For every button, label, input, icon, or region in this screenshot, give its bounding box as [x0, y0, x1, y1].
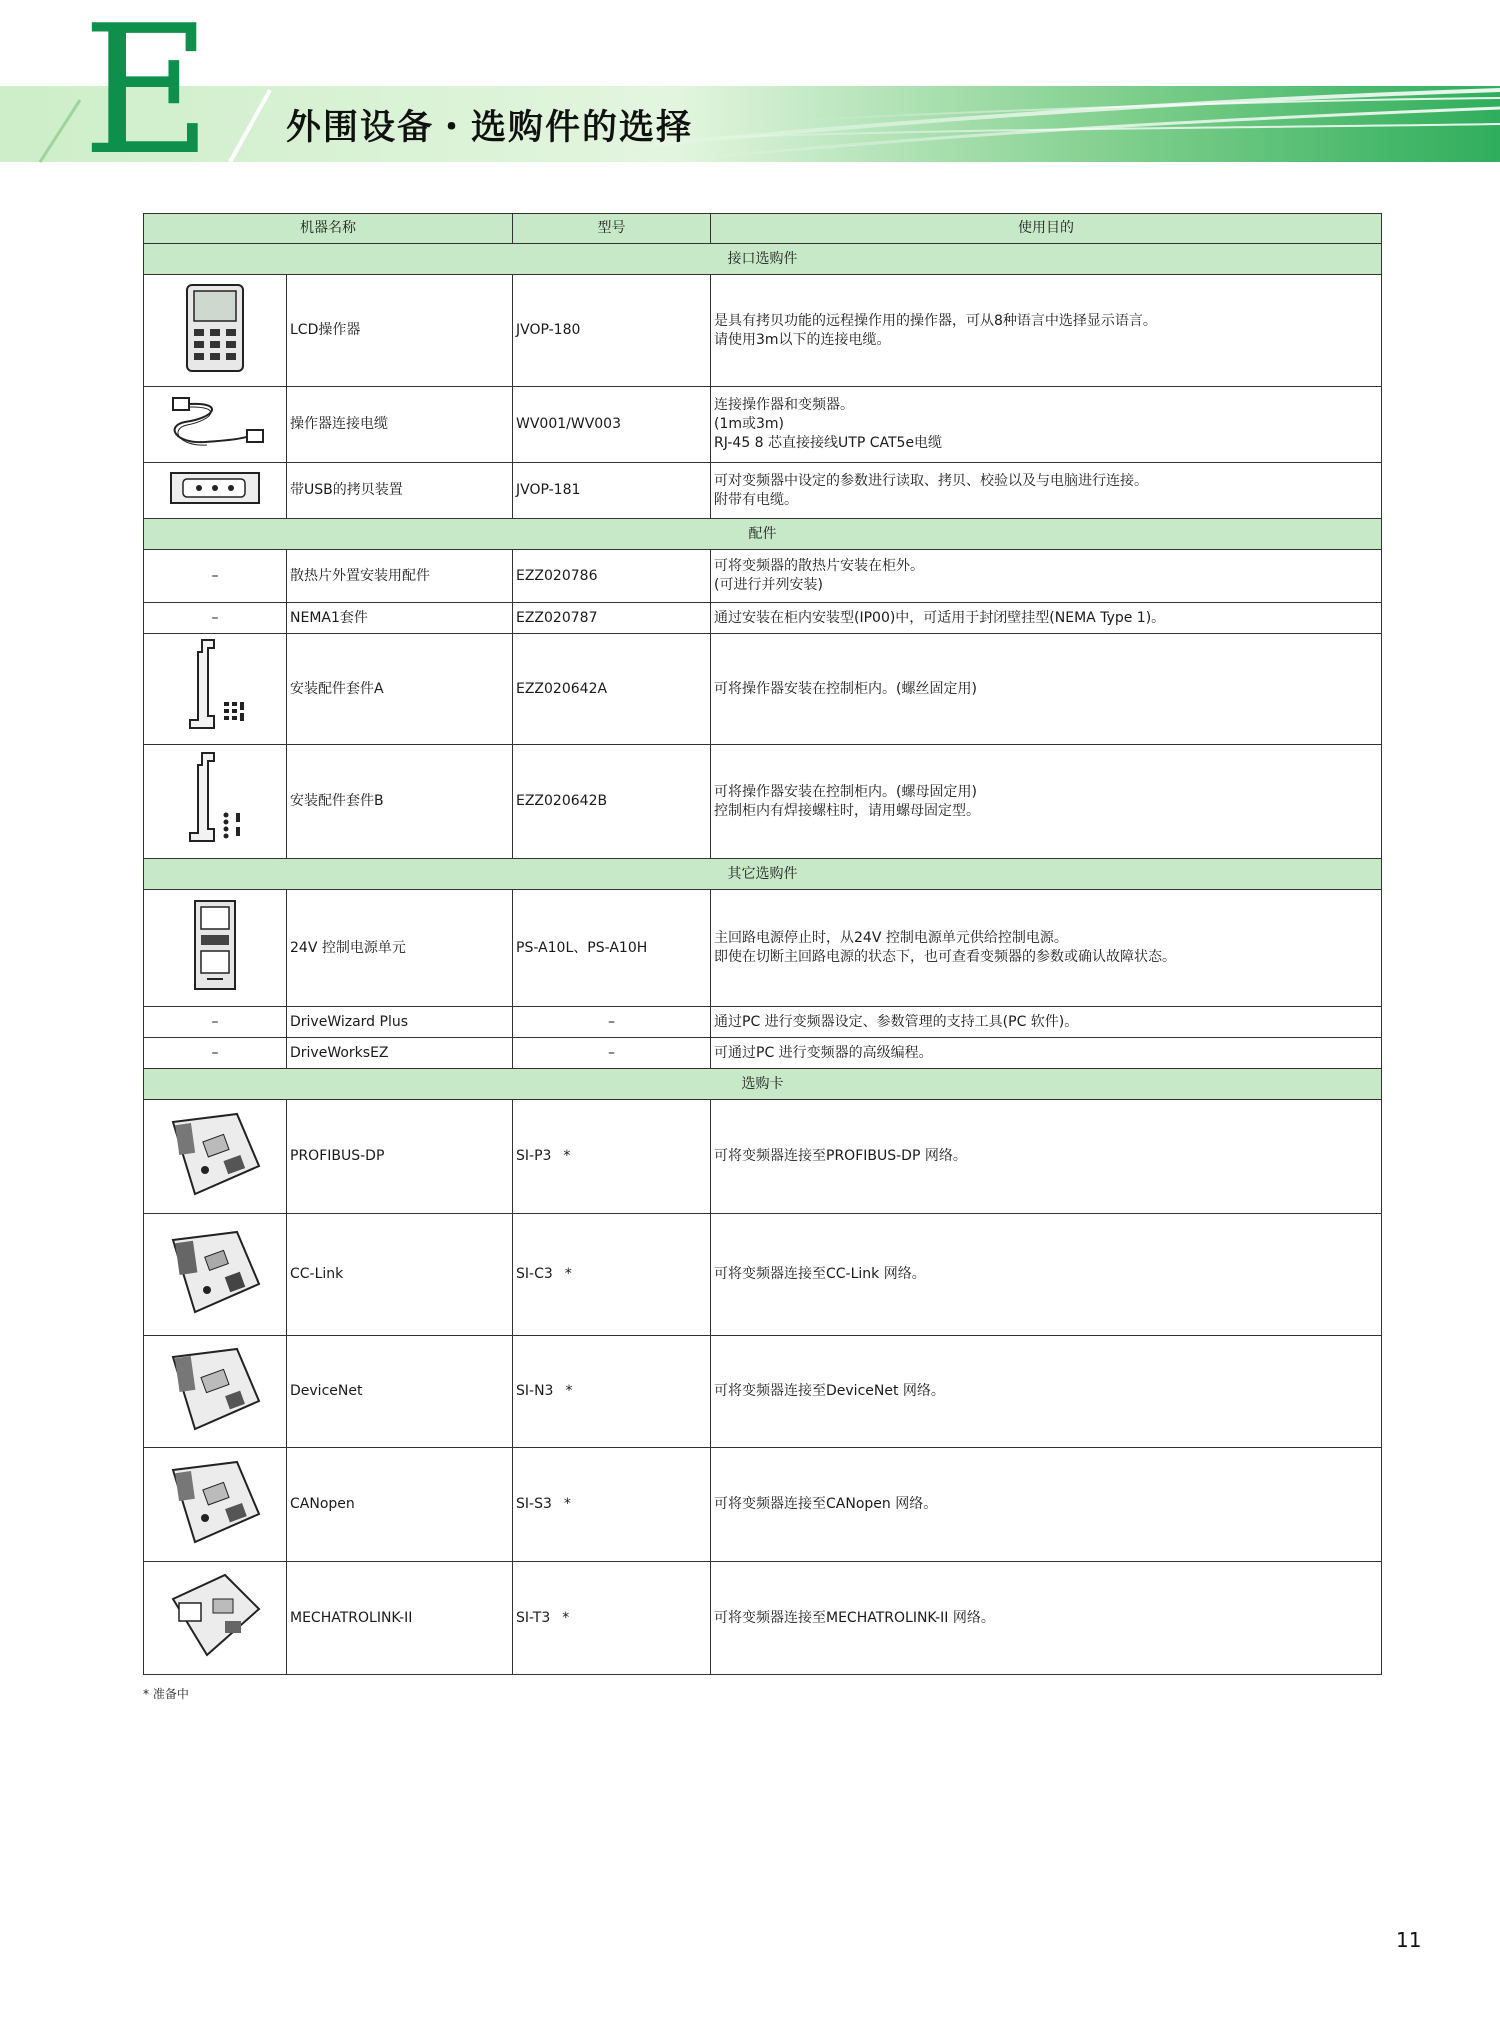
row-name: NEMA1套件: [287, 603, 513, 634]
footnote: * 准备中: [143, 1687, 189, 1701]
row-model: EZZ020786: [513, 550, 711, 603]
model-code: SI-T3: [516, 1609, 551, 1626]
section-row: [144, 1069, 1382, 1100]
section-title: 配件: [144, 519, 1382, 550]
option-card-icon: [165, 1569, 265, 1661]
row-purpose: [711, 1214, 1382, 1336]
row-name: DriveWizard Plus: [287, 1007, 513, 1038]
purpose-line: 可将变频器连接至DeviceNet 网络。: [714, 1383, 945, 1399]
model-code: SI-S3: [516, 1496, 552, 1512]
purpose-line: 可将变频器连接至PROFIBUS-DP 网络。: [714, 1148, 967, 1164]
table-row: [144, 1448, 1382, 1562]
purpose-line: 控制柜内有焊接螺柱时，请用螺母固定型。: [714, 802, 980, 819]
table-row: [144, 603, 1382, 634]
table-row: [144, 745, 1382, 859]
row-model: JVOP-180: [513, 275, 711, 387]
options-table: [143, 213, 1382, 1675]
table-row: [144, 1214, 1382, 1336]
table-row: [144, 634, 1382, 745]
row-model: [513, 1448, 711, 1562]
mounting-kit-a-icon: [180, 636, 250, 736]
table-row: [144, 890, 1382, 1007]
row-purpose: [711, 387, 1382, 463]
purpose-line: 主回路电源停止时，从24V 控制电源单元供给控制电源。: [714, 930, 1068, 946]
footnote-marker: *: [562, 1609, 570, 1626]
purpose-line: 即使在切断主回路电源的状态下，也可查看变频器的参数或确认故障状态。: [714, 949, 1176, 965]
row-purpose: [711, 1562, 1382, 1675]
purpose-line: 可将操作器安装在控制柜内。(螺丝固定用): [714, 680, 977, 697]
row-name: DriveWorksEZ: [287, 1038, 513, 1069]
header-banner: [0, 0, 1500, 194]
row-model: [513, 1214, 711, 1336]
row-image-cell: [144, 1448, 287, 1562]
row-name: CANopen: [287, 1448, 513, 1562]
row-purpose: [711, 1038, 1382, 1069]
row-purpose: [711, 1007, 1382, 1038]
purpose-line: 请使用3m以下的连接电缆。: [714, 331, 891, 348]
row-image-cell: [144, 1100, 287, 1214]
table-row: [144, 550, 1382, 603]
model-code: SI-N3: [516, 1383, 554, 1399]
row-image-cell: [144, 463, 287, 519]
row-image-cell: [144, 1336, 287, 1448]
row-name: 带USB的拷贝装置: [287, 463, 513, 519]
section-title: 其它选购件: [144, 859, 1382, 890]
row-purpose: [711, 1336, 1382, 1448]
row-dash: –: [144, 1038, 287, 1069]
table-row: [144, 1007, 1382, 1038]
row-name: 安装配件套件B: [287, 745, 513, 859]
model-code: SI-C3: [516, 1266, 553, 1282]
row-model: EZZ020642A: [513, 634, 711, 745]
purpose-line: 可通过PC 进行变频器的高级编程。: [714, 1044, 933, 1061]
section-row: [144, 519, 1382, 550]
row-purpose: [711, 550, 1382, 603]
option-card-icon: [165, 1108, 265, 1200]
row-name: PROFIBUS-DP: [287, 1100, 513, 1214]
table-row: [144, 1562, 1382, 1675]
table-row: [144, 275, 1382, 387]
row-purpose: [711, 463, 1382, 519]
row-dash: –: [144, 603, 287, 634]
table-row: [144, 1038, 1382, 1069]
option-card-icon: [165, 1226, 265, 1318]
footnote-marker: *: [563, 1148, 571, 1164]
purpose-line: 可将变频器连接至CANopen 网络。: [714, 1496, 938, 1512]
table-row: [144, 1100, 1382, 1214]
footnote-marker: *: [563, 1496, 571, 1512]
mounting-kit-b-icon: [180, 749, 250, 849]
section-row: [144, 244, 1382, 275]
row-model: WV001/WV003: [513, 387, 711, 463]
row-purpose: [711, 603, 1382, 634]
option-card-icon: [165, 1456, 265, 1548]
table-header-row: [144, 214, 1382, 244]
row-dash: –: [144, 1007, 287, 1038]
row-image-cell: [144, 745, 287, 859]
section-title: 接口选购件: [144, 244, 1382, 275]
row-name: CC-Link: [287, 1214, 513, 1336]
row-model: [513, 1336, 711, 1448]
row-image-cell: [144, 1214, 287, 1336]
purpose-line: 是具有拷贝功能的远程操作用的操作器，可从8种语言中选择显示语言。: [714, 312, 1157, 329]
purpose-line: 可将操作器安装在控制柜内。(螺母固定用): [714, 783, 977, 800]
purpose-line: 可将变频器连接至MECHATROLINK-II 网络。: [714, 1609, 995, 1626]
row-model: –: [513, 1038, 711, 1069]
row-model: [513, 1562, 711, 1675]
footnote-marker: *: [565, 1383, 573, 1399]
purpose-line: 连接操作器和变频器。: [714, 397, 854, 413]
row-name: 安装配件套件A: [287, 634, 513, 745]
page-title: 外围设备・选购件的选择: [286, 108, 694, 148]
column-header-model: 型号: [513, 214, 711, 244]
row-purpose: [711, 1448, 1382, 1562]
section-row: [144, 859, 1382, 890]
table-row: [144, 463, 1382, 519]
model-code: SI-P3: [516, 1148, 552, 1164]
row-model: –: [513, 1007, 711, 1038]
row-purpose: [711, 634, 1382, 745]
purpose-line: RJ-45 8 芯直接接线UTP CAT5e电缆: [714, 435, 943, 451]
purpose-line: 通过安装在柜内安装型(IP00)中，可适用于封闭壁挂型(NEMA Type 1)。: [714, 609, 1166, 626]
row-image-cell: [144, 387, 287, 463]
purpose-line: 可将变频器的散热片安装在柜外。: [714, 558, 924, 574]
section-title: 选购卡: [144, 1069, 1382, 1100]
row-name: DeviceNet: [287, 1336, 513, 1448]
options-table-wrapper: [143, 213, 1381, 1675]
footnote-marker: *: [564, 1266, 572, 1282]
row-model: EZZ020642B: [513, 745, 711, 859]
purpose-line: 可对变频器中设定的参数进行读取、拷贝、校验以及与电脑进行连接。: [714, 472, 1148, 489]
option-card-icon: [165, 1343, 265, 1435]
row-image-cell: [144, 275, 287, 387]
row-dash: –: [144, 550, 287, 603]
row-model: [513, 1100, 711, 1214]
row-purpose: [711, 890, 1382, 1007]
row-purpose: [711, 275, 1382, 387]
row-model: EZZ020787: [513, 603, 711, 634]
row-image-cell: [144, 1562, 287, 1675]
row-purpose: [711, 745, 1382, 859]
purpose-line: 可将变频器连接至CC-Link 网络。: [714, 1266, 926, 1282]
row-image-cell: [144, 890, 287, 1007]
row-model: PS-A10L、PS-A10H: [513, 890, 711, 1007]
row-name: LCD操作器: [287, 275, 513, 387]
row-model: JVOP-181: [513, 463, 711, 519]
row-name: MECHATROLINK-II: [287, 1562, 513, 1675]
row-name: 散热片外置安装用配件: [287, 550, 513, 603]
usb-copy-unit-icon: [169, 470, 261, 506]
purpose-line: (1m或3m): [714, 416, 785, 432]
lcd-operator-icon: [184, 283, 246, 373]
column-header-name: 机器名称: [144, 214, 513, 244]
page-number: 11: [1396, 1928, 1422, 1952]
row-image-cell: [144, 634, 287, 745]
purpose-line: (可进行并列安装): [714, 577, 823, 593]
row-name: 操作器连接电缆: [287, 387, 513, 463]
table-row: [144, 1336, 1382, 1448]
operator-cable-icon: [165, 392, 265, 452]
purpose-line: 附带有电缆。: [714, 491, 798, 508]
row-purpose: [711, 1100, 1382, 1214]
column-header-purpose: 使用目的: [711, 214, 1382, 244]
purpose-line: 通过PC 进行变频器设定、参数管理的支持工具(PC 软件)。: [714, 1013, 1079, 1030]
banner-graphic: [0, 0, 1500, 175]
table-row: [144, 387, 1382, 463]
row-name: 24V 控制电源单元: [287, 890, 513, 1007]
power-supply-unit-icon: [185, 895, 245, 995]
section-letter: E: [82, 0, 212, 194]
